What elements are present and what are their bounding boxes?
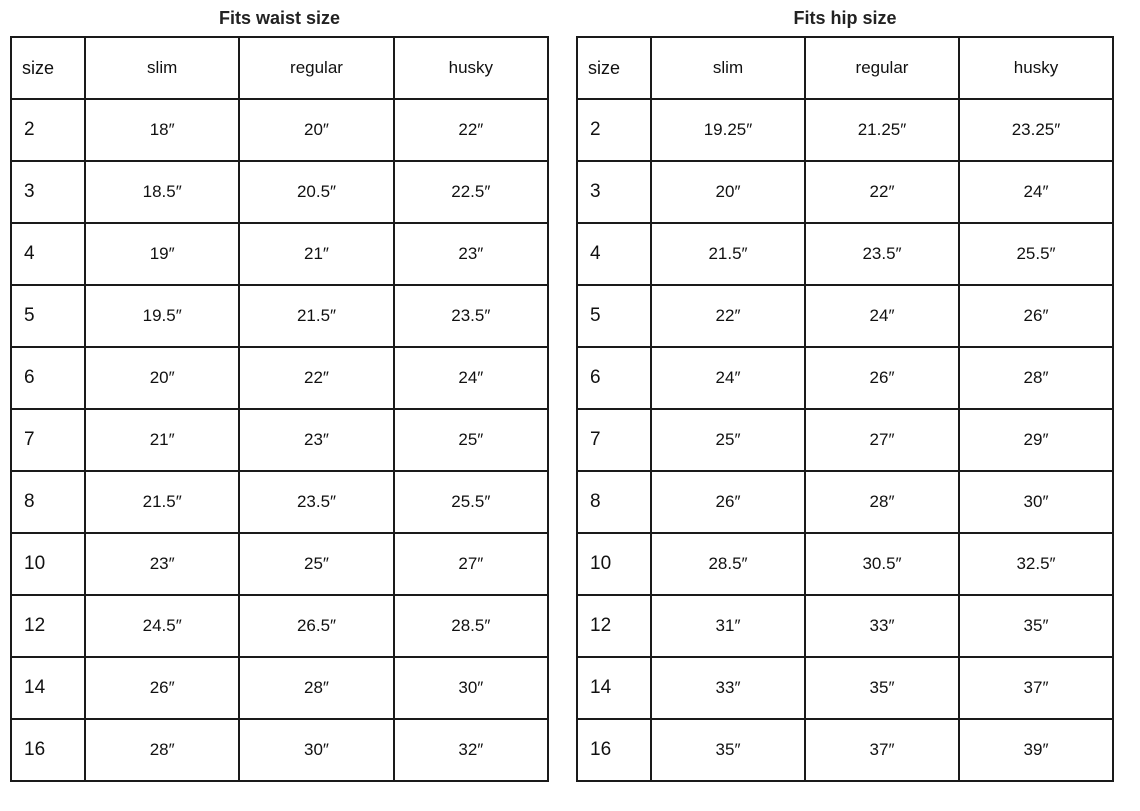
cell-size: 7: [577, 409, 651, 471]
table-row: [11, 347, 548, 409]
cell-regular: 37″: [805, 719, 959, 781]
table-header-row: [577, 37, 1113, 99]
cell-husky: 35″: [959, 595, 1113, 657]
cell-husky: 28″: [959, 347, 1113, 409]
cell-size: 2: [577, 99, 651, 161]
cell-regular: 21.5″: [239, 285, 393, 347]
cell-size: 16: [577, 719, 651, 781]
cell-slim: 28″: [85, 719, 239, 781]
cell-slim: 19.25″: [651, 99, 805, 161]
cell-slim: 21.5″: [85, 471, 239, 533]
cell-regular: 30.5″: [805, 533, 959, 595]
cell-slim: 23″: [85, 533, 239, 595]
cell-size: 4: [577, 223, 651, 285]
table-row: [577, 285, 1113, 347]
cell-slim: 24″: [651, 347, 805, 409]
cell-husky: 24″: [394, 347, 548, 409]
table-row: [577, 595, 1113, 657]
table-row: [577, 533, 1113, 595]
table-row: [11, 161, 548, 223]
cell-size: 16: [11, 719, 85, 781]
cell-husky: 37″: [959, 657, 1113, 719]
table-row: [11, 471, 548, 533]
waist-size-table: [10, 36, 549, 782]
cell-regular: 35″: [805, 657, 959, 719]
cell-regular: 30″: [239, 719, 393, 781]
cell-husky: 25.5″: [394, 471, 548, 533]
cell-size: 10: [577, 533, 651, 595]
cell-regular: 22″: [805, 161, 959, 223]
cell-slim: 28.5″: [651, 533, 805, 595]
cell-size: 7: [11, 409, 85, 471]
cell-slim: 20″: [651, 161, 805, 223]
cell-slim: 21.5″: [651, 223, 805, 285]
table-row: [11, 223, 548, 285]
cell-slim: 31″: [651, 595, 805, 657]
cell-regular: 20.5″: [239, 161, 393, 223]
table-row: [11, 719, 548, 781]
cell-husky: 23.25″: [959, 99, 1113, 161]
table-row: [577, 347, 1113, 409]
cell-regular: 23.5″: [239, 471, 393, 533]
cell-size: 8: [11, 471, 85, 533]
table-row: [11, 285, 548, 347]
cell-slim: 20″: [85, 347, 239, 409]
cell-size: 5: [577, 285, 651, 347]
table-row: [11, 595, 548, 657]
cell-husky: 27″: [394, 533, 548, 595]
cell-husky: 25.5″: [959, 223, 1113, 285]
cell-size: 4: [11, 223, 85, 285]
cell-regular: 23″: [239, 409, 393, 471]
hip-table-body: [577, 99, 1113, 781]
cell-regular: 20″: [239, 99, 393, 161]
cell-slim: 24.5″: [85, 595, 239, 657]
cell-size: 3: [11, 161, 85, 223]
waist-size-panel: [10, 0, 549, 782]
cell-husky: 25″: [394, 409, 548, 471]
cell-size: 14: [11, 657, 85, 719]
cell-slim: 26″: [651, 471, 805, 533]
cell-husky: 23.5″: [394, 285, 548, 347]
table-row: [11, 533, 548, 595]
header-slim: slim: [651, 37, 805, 99]
cell-slim: 19.5″: [85, 285, 239, 347]
hip-size-table: [576, 36, 1114, 782]
header-size: size: [577, 37, 651, 99]
cell-husky: 32.5″: [959, 533, 1113, 595]
cell-husky: 26″: [959, 285, 1113, 347]
waist-table-title: Fits waist size: [218, 8, 341, 28]
cell-husky: 22″: [394, 99, 548, 161]
waist-table-body: [11, 99, 548, 781]
cell-size: 6: [11, 347, 85, 409]
cell-regular: 28″: [239, 657, 393, 719]
cell-husky: 28.5″: [394, 595, 548, 657]
table-row: [11, 409, 548, 471]
header-size: size: [11, 37, 85, 99]
table-row: [11, 657, 548, 719]
hip-size-panel: [576, 0, 1114, 782]
table-row: [577, 223, 1113, 285]
cell-husky: 30″: [394, 657, 548, 719]
cell-husky: 29″: [959, 409, 1113, 471]
cell-size: 5: [11, 285, 85, 347]
cell-husky: 24″: [959, 161, 1113, 223]
cell-regular: 28″: [805, 471, 959, 533]
cell-regular: 24″: [805, 285, 959, 347]
cell-regular: 23.5″: [805, 223, 959, 285]
table-row: [11, 99, 548, 161]
table-row: [577, 657, 1113, 719]
cell-slim: 33″: [651, 657, 805, 719]
cell-regular: 26″: [805, 347, 959, 409]
header-regular: regular: [805, 37, 959, 99]
header-husky: husky: [394, 37, 548, 99]
table-row: [577, 471, 1113, 533]
cell-size: 12: [11, 595, 85, 657]
cell-regular: 21.25″: [805, 99, 959, 161]
cell-size: 2: [11, 99, 85, 161]
cell-slim: 19″: [85, 223, 239, 285]
header-regular: regular: [239, 37, 393, 99]
header-husky: husky: [959, 37, 1113, 99]
table-header-row: [11, 37, 548, 99]
cell-husky: 23″: [394, 223, 548, 285]
cell-regular: 25″: [239, 533, 393, 595]
cell-slim: 22″: [651, 285, 805, 347]
cell-regular: 26.5″: [239, 595, 393, 657]
cell-slim: 35″: [651, 719, 805, 781]
table-row: [577, 719, 1113, 781]
cell-husky: 39″: [959, 719, 1113, 781]
cell-size: 6: [577, 347, 651, 409]
cell-slim: 18″: [85, 99, 239, 161]
cell-size: 3: [577, 161, 651, 223]
header-slim: slim: [85, 37, 239, 99]
table-row: [577, 99, 1113, 161]
hip-table-title: Fits hip size: [793, 8, 897, 28]
cell-regular: 22″: [239, 347, 393, 409]
cell-regular: 33″: [805, 595, 959, 657]
cell-slim: 18.5″: [85, 161, 239, 223]
cell-size: 14: [577, 657, 651, 719]
cell-size: 8: [577, 471, 651, 533]
cell-regular: 21″: [239, 223, 393, 285]
cell-husky: 30″: [959, 471, 1113, 533]
cell-regular: 27″: [805, 409, 959, 471]
cell-slim: 21″: [85, 409, 239, 471]
cell-slim: 26″: [85, 657, 239, 719]
table-row: [577, 409, 1113, 471]
table-row: [577, 161, 1113, 223]
cell-size: 12: [577, 595, 651, 657]
cell-husky: 32″: [394, 719, 548, 781]
cell-size: 10: [11, 533, 85, 595]
cell-husky: 22.5″: [394, 161, 548, 223]
cell-slim: 25″: [651, 409, 805, 471]
